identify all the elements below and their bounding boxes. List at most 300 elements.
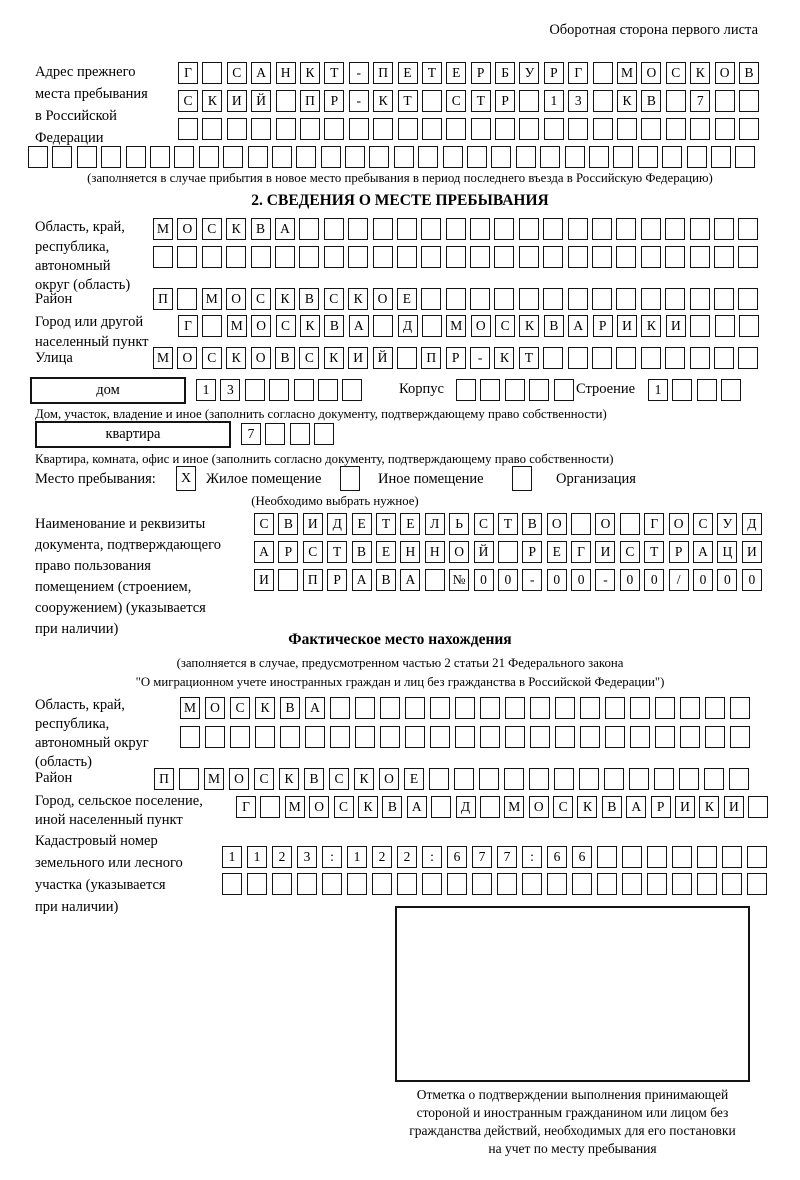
char-box — [294, 379, 314, 401]
stamp-box — [395, 906, 750, 1082]
char-box — [516, 146, 536, 168]
char-box — [616, 246, 636, 268]
char-box — [226, 246, 246, 268]
char-box — [519, 288, 539, 310]
char-box — [345, 146, 365, 168]
char-box — [597, 873, 617, 895]
char-box: 0 — [571, 569, 591, 591]
charbox-row — [180, 726, 750, 748]
char-box: Е — [376, 541, 396, 563]
char-box — [505, 379, 525, 401]
char-box — [547, 873, 567, 895]
checkbox-other-premises — [340, 466, 360, 491]
char-box: В — [641, 90, 661, 112]
char-box — [398, 118, 418, 140]
char-box — [592, 347, 612, 369]
char-box: О — [251, 347, 271, 369]
char-box — [177, 288, 197, 310]
char-box — [655, 726, 675, 748]
charbox-row — [180, 697, 750, 719]
char-box: В — [376, 569, 396, 591]
charbox-row — [254, 513, 762, 535]
char-box: В — [352, 541, 372, 563]
char-box: О — [715, 62, 735, 84]
char-box: С — [230, 697, 250, 719]
char-box: Р — [471, 62, 491, 84]
char-box: А — [407, 796, 427, 818]
char-box — [715, 118, 735, 140]
char-box — [505, 697, 525, 719]
char-box — [735, 146, 755, 168]
page-side-note: Оборотная сторона первого листа — [549, 22, 758, 38]
char-box — [714, 347, 734, 369]
char-box — [276, 118, 296, 140]
char-box: А — [349, 315, 369, 337]
stay-type-hint: (Необходимо выбрать нужное) — [251, 494, 419, 508]
char-box: И — [595, 541, 615, 563]
char-box — [269, 379, 289, 401]
char-box: К — [690, 62, 710, 84]
cadastral-label: земельного или лесного — [35, 855, 183, 871]
char-box: Р — [593, 315, 613, 337]
char-box — [672, 846, 692, 868]
char-box — [592, 218, 612, 240]
char-box: № — [449, 569, 469, 591]
char-box — [467, 146, 487, 168]
char-box — [592, 288, 612, 310]
char-box — [629, 768, 649, 790]
option-label-organization: Организация — [556, 471, 636, 487]
char-box — [617, 118, 637, 140]
char-box: А — [305, 697, 325, 719]
char-box — [690, 118, 710, 140]
char-box: С — [620, 541, 640, 563]
char-box — [721, 379, 741, 401]
char-box: М — [180, 697, 200, 719]
char-box — [568, 246, 588, 268]
char-box — [543, 246, 563, 268]
char-box — [543, 288, 563, 310]
char-box: С — [251, 288, 271, 310]
char-box — [747, 873, 767, 895]
char-box: Г — [236, 796, 256, 818]
char-box: С — [276, 315, 296, 337]
char-box: Б — [495, 62, 515, 84]
char-box: 0 — [717, 569, 737, 591]
char-box — [730, 697, 750, 719]
char-box: 7 — [690, 90, 710, 112]
char-box — [348, 218, 368, 240]
char-box: К — [279, 768, 299, 790]
char-box: А — [693, 541, 713, 563]
char-box — [494, 246, 514, 268]
char-box — [666, 118, 686, 140]
char-box — [348, 246, 368, 268]
char-box: 1 — [347, 846, 367, 868]
option-label-residential: Жилое помещение — [206, 471, 322, 487]
char-box — [373, 118, 393, 140]
char-box — [276, 90, 296, 112]
char-box: / — [669, 569, 689, 591]
char-box — [373, 218, 393, 240]
charbox-row — [153, 246, 758, 268]
char-box — [247, 873, 267, 895]
char-box — [199, 146, 219, 168]
char-box — [715, 315, 735, 337]
char-box: К — [641, 315, 661, 337]
char-box — [679, 768, 699, 790]
char-box — [522, 873, 542, 895]
char-box — [422, 873, 442, 895]
char-box: Н — [276, 62, 296, 84]
prev-address-label: Федерации — [35, 130, 104, 146]
char-box: В — [522, 513, 542, 535]
doc-label: сооружением) (указывается — [35, 600, 206, 616]
char-box: В — [602, 796, 622, 818]
char-box: С — [329, 768, 349, 790]
char-box — [495, 118, 515, 140]
apartment-caption: Квартира, комната, офис и иное (заполнить согласно документу, подтверждающему право собственности) — [35, 452, 614, 466]
char-box: А — [275, 218, 295, 240]
char-box: 7 — [241, 423, 261, 445]
char-box: Г — [178, 62, 198, 84]
char-box: С — [254, 513, 274, 535]
char-box — [690, 246, 710, 268]
char-box: Е — [404, 768, 424, 790]
char-box: О — [449, 541, 469, 563]
doc-label: право пользования — [35, 558, 151, 574]
char-box — [479, 768, 499, 790]
char-box — [446, 118, 466, 140]
char-box — [369, 146, 389, 168]
char-box — [739, 118, 759, 140]
char-box: В — [304, 768, 324, 790]
region-label: республика, — [35, 716, 110, 732]
char-box: А — [251, 62, 271, 84]
checkbox-organization — [512, 466, 532, 491]
charbox-row — [154, 768, 749, 790]
charbox-row — [648, 379, 741, 401]
char-box — [597, 846, 617, 868]
char-box — [265, 423, 285, 445]
char-box — [178, 118, 198, 140]
char-box: 6 — [447, 846, 467, 868]
char-box — [355, 726, 375, 748]
char-box — [101, 146, 121, 168]
charbox-row — [153, 218, 758, 240]
char-box — [738, 347, 758, 369]
char-box: С — [202, 218, 222, 240]
char-box: 2 — [397, 846, 417, 868]
char-box: И — [675, 796, 695, 818]
char-box: И — [742, 541, 762, 563]
char-box: 6 — [547, 846, 567, 868]
char-box: О — [379, 768, 399, 790]
region-label: автономный округ — [35, 735, 149, 751]
char-box: Е — [398, 62, 418, 84]
char-box: Е — [446, 62, 466, 84]
char-box — [405, 726, 425, 748]
char-box: Н — [425, 541, 445, 563]
char-box — [616, 218, 636, 240]
region-label: республика, — [35, 239, 110, 255]
char-box — [324, 118, 344, 140]
char-box — [222, 873, 242, 895]
char-box: В — [251, 218, 271, 240]
char-box: - — [349, 62, 369, 84]
char-box — [349, 118, 369, 140]
doc-label: помещением (строением, — [35, 579, 192, 595]
actual-location-subtitle: (заполняется в случае, предусмотренном частью 2 статьи 21 Федерального закона — [176, 656, 624, 670]
char-box — [555, 697, 575, 719]
char-box — [227, 118, 247, 140]
char-box — [447, 873, 467, 895]
city-label: населенный пункт — [35, 334, 149, 350]
char-box — [380, 726, 400, 748]
char-box: А — [626, 796, 646, 818]
char-box: 2 — [372, 846, 392, 868]
char-box — [714, 218, 734, 240]
char-box — [245, 379, 265, 401]
char-box — [568, 118, 588, 140]
char-box — [126, 146, 146, 168]
char-box: А — [254, 541, 274, 563]
char-box: С — [299, 347, 319, 369]
char-box — [555, 726, 575, 748]
char-box: - — [349, 90, 369, 112]
char-box: : — [322, 846, 342, 868]
char-box: Р — [278, 541, 298, 563]
checkbox-residential: X — [176, 466, 196, 491]
char-box: Г — [178, 315, 198, 337]
char-box — [593, 62, 613, 84]
char-box — [497, 873, 517, 895]
actual-location-title: Фактическое место нахождения — [288, 631, 512, 648]
char-box: - — [522, 569, 542, 591]
char-box: 0 — [498, 569, 518, 591]
char-box — [738, 218, 758, 240]
char-box — [322, 873, 342, 895]
char-box: 0 — [742, 569, 762, 591]
char-box: 7 — [497, 846, 517, 868]
char-box — [680, 697, 700, 719]
char-box: Т — [376, 513, 396, 535]
char-box — [568, 347, 588, 369]
char-box: М — [504, 796, 524, 818]
char-box — [421, 288, 441, 310]
char-box — [380, 697, 400, 719]
city-label: иной населенный пункт — [35, 812, 183, 828]
char-box — [571, 513, 591, 535]
char-box: С — [495, 315, 515, 337]
char-box — [372, 873, 392, 895]
char-box — [622, 846, 642, 868]
char-box: Л — [425, 513, 445, 535]
charbox-row — [236, 796, 768, 818]
char-box: С — [334, 796, 354, 818]
char-box: К — [354, 768, 374, 790]
house-caption: Дом, участок, владение и иное (заполнить согласно документу, подтверждающему право собственности) — [35, 407, 607, 421]
char-box: Р — [651, 796, 671, 818]
char-box — [641, 288, 661, 310]
doc-label: Наименование и реквизиты — [35, 516, 206, 532]
char-box — [470, 218, 490, 240]
char-box — [714, 246, 734, 268]
char-box — [505, 726, 525, 748]
char-box — [704, 768, 724, 790]
char-box — [641, 347, 661, 369]
char-box — [330, 726, 350, 748]
char-box: М — [153, 347, 173, 369]
char-box: О — [595, 513, 615, 535]
char-box — [630, 726, 650, 748]
char-box — [630, 697, 650, 719]
char-box — [604, 768, 624, 790]
stamp-note-line: гражданства действий, необходимых для его постановки — [409, 1123, 736, 1138]
char-box: К — [358, 796, 378, 818]
char-box: М — [204, 768, 224, 790]
region-label: Область, край, — [35, 697, 125, 713]
char-box — [715, 90, 735, 112]
char-box — [705, 726, 725, 748]
char-box: 0 — [644, 569, 664, 591]
char-box — [665, 246, 685, 268]
char-box — [430, 697, 450, 719]
char-box: Р — [544, 62, 564, 84]
char-box: Д — [398, 315, 418, 337]
char-box: 0 — [547, 569, 567, 591]
char-box: О — [309, 796, 329, 818]
char-box — [711, 146, 731, 168]
char-box: 0 — [620, 569, 640, 591]
char-box: Ц — [717, 541, 737, 563]
char-box — [529, 768, 549, 790]
char-box: Р — [327, 569, 347, 591]
char-box — [616, 347, 636, 369]
char-box — [729, 768, 749, 790]
char-box: С — [254, 768, 274, 790]
char-box — [305, 726, 325, 748]
char-box — [373, 246, 393, 268]
char-box: В — [275, 347, 295, 369]
char-box — [568, 288, 588, 310]
char-box: П — [421, 347, 441, 369]
stroenie-label: Строение — [576, 381, 636, 397]
char-box — [324, 218, 344, 240]
char-box: - — [595, 569, 615, 591]
char-box: Р — [495, 90, 515, 112]
char-box: Й — [373, 347, 393, 369]
char-box: Г — [644, 513, 664, 535]
actual-location-subtitle: "О миграционном учете иностранных граждан и лиц без гражданства в Российской Федерации") — [135, 675, 665, 689]
char-box: Е — [397, 288, 417, 310]
char-box — [421, 218, 441, 240]
char-box — [255, 726, 275, 748]
charbox-row — [254, 541, 762, 563]
char-box — [738, 246, 758, 268]
stamp-note — [385, 1086, 760, 1158]
char-box: 1 — [648, 379, 668, 401]
char-box — [480, 379, 500, 401]
char-box: О — [226, 288, 246, 310]
char-box — [739, 315, 759, 337]
char-box — [480, 697, 500, 719]
char-box — [425, 569, 445, 591]
char-box: 1 — [544, 90, 564, 112]
char-box — [471, 118, 491, 140]
korpus-label: Корпус — [399, 381, 444, 397]
char-box — [272, 146, 292, 168]
char-box — [455, 697, 475, 719]
char-box — [28, 146, 48, 168]
char-box — [641, 218, 661, 240]
charbox-row — [222, 846, 767, 868]
char-box — [480, 796, 500, 818]
char-box: Й — [474, 541, 494, 563]
char-box: 3 — [297, 846, 317, 868]
char-box: П — [373, 62, 393, 84]
char-box: Т — [644, 541, 664, 563]
cadastral-label: при наличии) — [35, 899, 119, 915]
char-box: О — [641, 62, 661, 84]
char-box — [530, 697, 550, 719]
char-box: 0 — [693, 569, 713, 591]
char-box — [638, 146, 658, 168]
char-box: 3 — [568, 90, 588, 112]
char-box — [580, 697, 600, 719]
char-box: И — [666, 315, 686, 337]
char-box — [494, 288, 514, 310]
char-box — [248, 146, 268, 168]
district-label: Район — [35, 770, 73, 786]
char-box — [347, 873, 367, 895]
char-box: : — [522, 846, 542, 868]
char-box: М — [446, 315, 466, 337]
char-box — [318, 379, 338, 401]
char-box — [697, 873, 717, 895]
char-box — [666, 90, 686, 112]
char-box: Р — [522, 541, 542, 563]
charbox-row — [178, 315, 759, 337]
char-box — [314, 423, 334, 445]
char-box — [665, 347, 685, 369]
char-box: И — [254, 569, 274, 591]
char-box — [613, 146, 633, 168]
char-box — [275, 246, 295, 268]
char-box: Д — [456, 796, 476, 818]
char-box — [299, 246, 319, 268]
char-box — [422, 118, 442, 140]
char-box — [324, 246, 344, 268]
char-box — [714, 288, 734, 310]
char-box — [616, 288, 636, 310]
char-box — [491, 146, 511, 168]
char-box: П — [154, 768, 174, 790]
char-box: С — [324, 288, 344, 310]
char-box: В — [544, 315, 564, 337]
char-box — [223, 146, 243, 168]
char-box — [405, 697, 425, 719]
char-box — [540, 146, 560, 168]
char-box — [568, 218, 588, 240]
charbox-row — [254, 569, 762, 591]
char-box: А — [400, 569, 420, 591]
char-box: Й — [251, 90, 271, 112]
char-box: 1 — [222, 846, 242, 868]
char-box — [422, 315, 442, 337]
char-box: К — [226, 218, 246, 240]
charbox-row — [28, 146, 755, 168]
